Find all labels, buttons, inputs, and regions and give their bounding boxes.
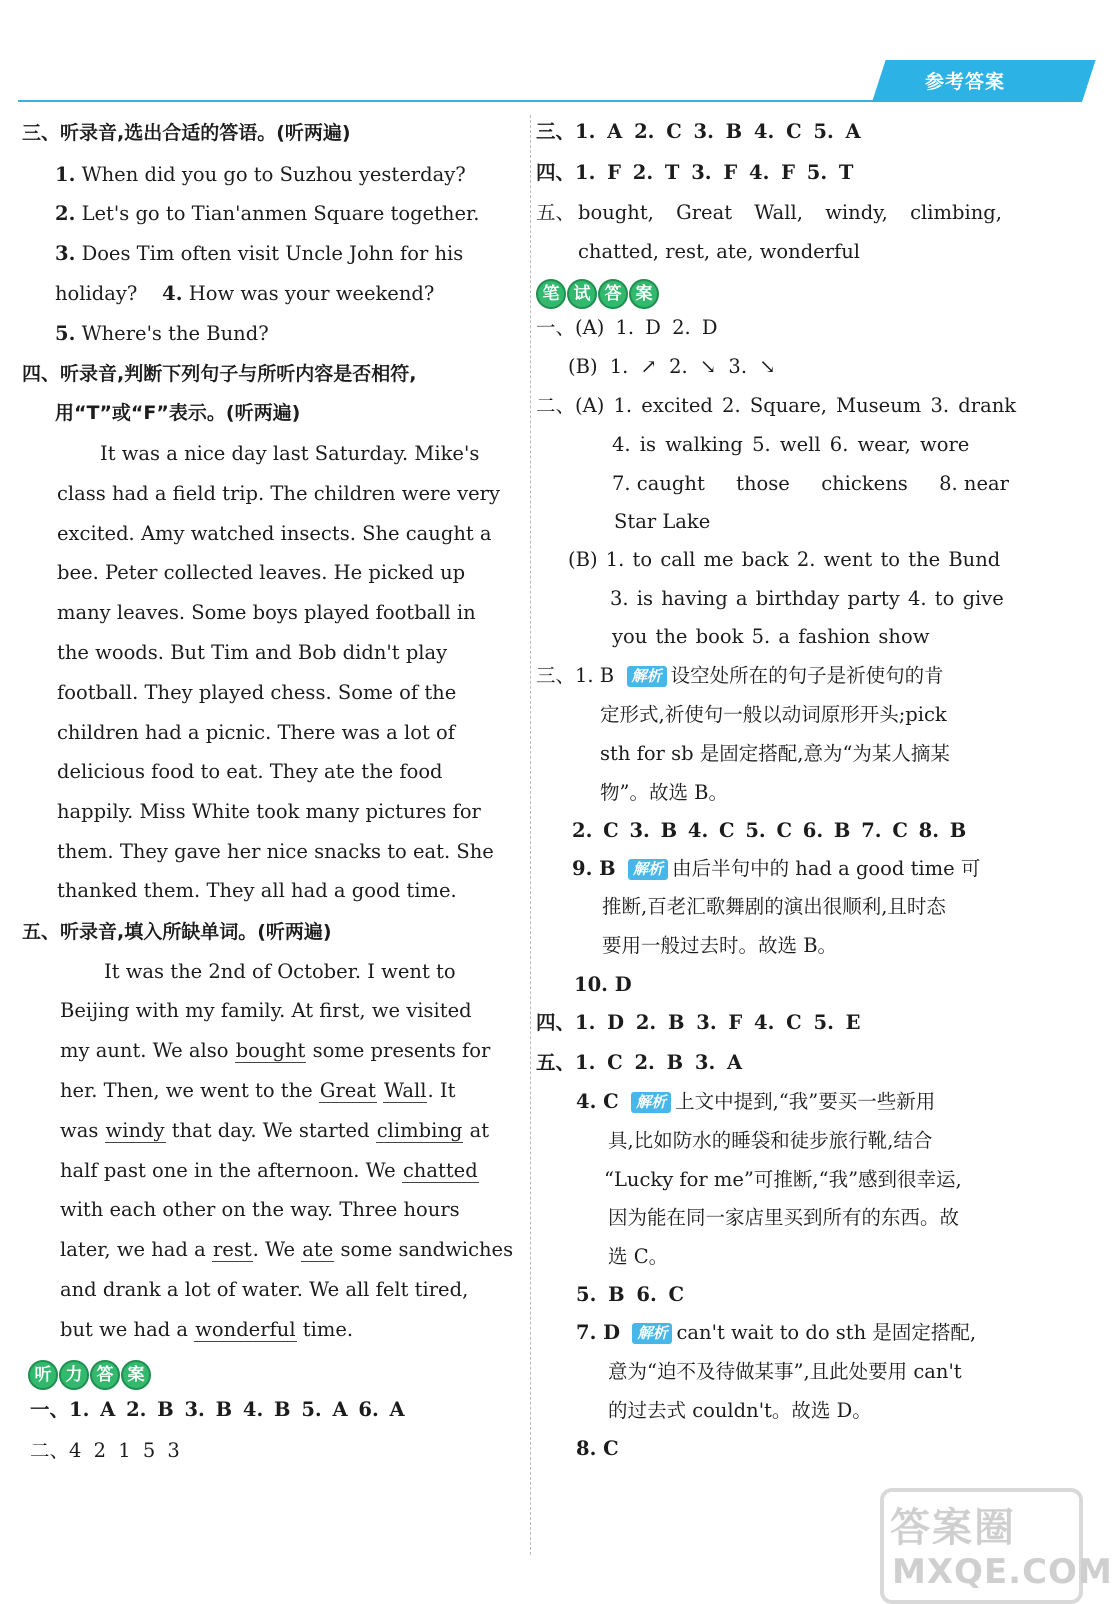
analysis-tag: 解析 xyxy=(627,666,667,687)
blank-wonderful: wonderful xyxy=(195,1318,296,1341)
written-5: 五、1. C 2. B 3. A xyxy=(536,1051,743,1074)
watermark-top-text: 答案圈 xyxy=(890,1505,1016,1551)
analysis-line: 选 C。 xyxy=(608,1245,669,1268)
s5-text: was xyxy=(60,1119,99,1142)
written-3-10: 10. D xyxy=(574,973,632,996)
header-rule xyxy=(18,100,898,102)
s5-text: . We xyxy=(252,1238,296,1261)
section-4-title-cont: 用“T”或“F”表示。(听两遍) xyxy=(55,402,301,424)
blank-ate: ate xyxy=(302,1238,334,1261)
analysis-line: 具,比如防水的睡袋和徒步旅行靴,结合 xyxy=(608,1129,933,1152)
section-4-title: 四、听录音,判断下列句子与所听内容是否相符, xyxy=(22,363,417,385)
analysis-line: 要用一般过去时。故选 B。 xyxy=(602,934,838,957)
s4-para-line: them. They gave her nice snacks to eat. She xyxy=(57,840,494,863)
analysis-line: 的过去式 couldn't。故选 D。 xyxy=(608,1399,872,1422)
s5-text: half past one in the afternoon. We xyxy=(60,1159,396,1182)
answer-word: 8. near xyxy=(939,472,1009,495)
written-5-7 xyxy=(576,1318,976,1348)
s4-para-line: thanked them. They all had a good time. xyxy=(57,879,457,902)
analysis-line: 因为能在同一家店里买到所有的东西。故 xyxy=(608,1206,960,1229)
written-5-4 xyxy=(576,1087,935,1117)
written-3-1 xyxy=(536,661,944,691)
analysis-line: 定形式,祈使句一般以动词原形开头;pick xyxy=(600,703,947,726)
listen-answer-5-label: 五、 xyxy=(536,201,576,224)
answer-text: 4. C xyxy=(576,1090,619,1113)
s5-text: my aunt. We also xyxy=(60,1039,229,1062)
heading-char: 答 xyxy=(598,279,628,309)
answer-word: windy, xyxy=(825,201,888,224)
s5-line xyxy=(60,1315,353,1345)
analysis-tag: 解析 xyxy=(632,1323,672,1344)
s3-q3-text: Does Tim often visit Uncle John for his xyxy=(81,242,464,265)
s5-line xyxy=(60,1076,455,1106)
written-3-2to8: 2. C 3. B 4. C 5. C 6. B 7. C 8. B xyxy=(572,819,967,842)
heading-char: 案 xyxy=(121,1360,151,1390)
s5-line xyxy=(60,1116,489,1146)
written-answers-heading xyxy=(536,279,659,313)
s3-q2-text: Let's go to Tian'anmen Square together. xyxy=(81,202,480,225)
header-banner-text: 参考答案 xyxy=(925,71,1006,93)
s4-para-line: the woods. But Tim and Bob didn't play xyxy=(57,641,448,664)
answer-word: 7. caught xyxy=(612,472,705,495)
written-2d: Star Lake xyxy=(614,510,711,533)
listen-answer-4: 四、1. F 2. T 3. F 4. F 5. T xyxy=(536,161,854,184)
listening-answers-heading xyxy=(28,1360,151,1394)
written-1a: 一、(A) 1. D 2. D xyxy=(536,316,718,339)
written-2e: (B) 1. to call me back 2. went to the Bund xyxy=(568,548,1001,571)
answer-text: 7. D xyxy=(576,1321,621,1344)
watermark-bottom-text: MXQE.COM xyxy=(892,1552,1113,1592)
analysis-tag: 解析 xyxy=(628,859,668,880)
analysis-tag: 解析 xyxy=(631,1092,671,1113)
s3-q3-q4: holiday? 4. How was your weekend? xyxy=(55,282,435,305)
s5-text: but we had a xyxy=(60,1318,188,1341)
heading-char: 力 xyxy=(59,1360,89,1390)
blank-bought: bought xyxy=(235,1039,306,1062)
s3-q2: 2. Let's go to Tian'anmen Square together. xyxy=(55,202,480,225)
s3-q3-text-cont: holiday? xyxy=(55,282,138,305)
analysis-text: 由后半句中的 had a good time 可 xyxy=(672,857,981,880)
answer-word: bought, xyxy=(578,201,654,224)
s4-para-line: It was a nice day last Saturday. Mike's xyxy=(100,442,480,465)
blank-climbing: climbing xyxy=(376,1119,463,1142)
answer-text: 三、1. B xyxy=(536,664,615,687)
answer-word: climbing, xyxy=(910,201,1002,224)
listening-answer-1: 一、1. A 2. B 3. B 4. B 5. A 6. A xyxy=(30,1398,405,1421)
s4-para-line: delicious food to eat. They ate the food xyxy=(57,760,443,783)
s5-line xyxy=(60,1235,513,1265)
s5-text: . It xyxy=(427,1079,456,1102)
listen-answer-5-line2: chatted, rest, ate, wonderful xyxy=(578,240,861,263)
analysis-line: “Lucky for me”可推断,“我”感到很幸运, xyxy=(604,1168,962,1191)
s5-text: later, we had a xyxy=(60,1238,206,1261)
blank-chatted: chatted xyxy=(402,1159,478,1182)
s5-line: and drank a lot of water. We all felt tired, xyxy=(60,1278,469,1301)
analysis-line: 意为“迫不及待做某事”,且此处要用 can't xyxy=(608,1360,962,1383)
section-5-title: 五、听录音,填入所缺单词。(听两遍) xyxy=(22,921,332,943)
s4-para-line: excited. Amy watched insects. She caught a xyxy=(57,522,492,545)
listen-answer-5-line1 xyxy=(578,198,1002,228)
column-divider xyxy=(530,115,531,1555)
heading-char: 案 xyxy=(629,279,659,309)
s5-line: with each other on the way. Three hours xyxy=(60,1198,460,1221)
s4-para-line: football. They played chess. Some of the xyxy=(57,681,457,704)
s4-para-line: bee. Peter collected leaves. He picked up xyxy=(57,561,466,584)
s3-q1-text: When did you go to Suzhou yesterday? xyxy=(81,163,466,186)
analysis-text: 设空处所在的句子是祈使句的肯 xyxy=(670,664,944,687)
written-5-5-6: 5. B 6. C xyxy=(576,1283,685,1306)
answer-word: chickens xyxy=(821,472,908,495)
heading-char: 试 xyxy=(567,279,597,309)
s5-line xyxy=(60,1156,479,1186)
s5-text: some sandwiches xyxy=(340,1238,514,1261)
s3-q3: 3. Does Tim often visit Uncle John for his xyxy=(55,242,464,265)
watermark-logo xyxy=(880,1488,1113,1604)
s5-text: at xyxy=(469,1119,490,1142)
heading-char: 笔 xyxy=(536,279,566,309)
heading-char: 听 xyxy=(28,1360,58,1390)
s3-q4-text: How was your weekend? xyxy=(188,282,435,305)
s5-line: Beijing with my family. At first, we visited xyxy=(60,999,472,1022)
s5-text: some presents for xyxy=(312,1039,491,1062)
written-2a: 二、(A) 1. excited 2. Square, Museum 3. drank xyxy=(536,394,1017,417)
s4-para-line: children had a picnic. There was a lot of xyxy=(57,721,455,744)
s5-text: time. xyxy=(302,1318,354,1341)
analysis-line: sth for sb 是固定搭配,意为“为某人摘某 xyxy=(600,742,950,765)
listening-answer-2: 二、4 2 1 5 3 xyxy=(30,1439,180,1462)
analysis-line: 推断,百老汇歌舞剧的演出很顺利,且时态 xyxy=(602,895,946,918)
s5-line xyxy=(60,1036,490,1066)
blank-windy: windy xyxy=(105,1119,165,1142)
s5-text: that day. We started xyxy=(171,1119,370,1142)
written-5-8: 8. C xyxy=(576,1437,619,1460)
answer-word: Great xyxy=(676,201,733,224)
heading-char: 答 xyxy=(90,1360,120,1390)
written-4: 四、1. D 2. B 3. F 4. C 5. E xyxy=(536,1011,861,1034)
s3-q1: 1. When did you go to Suzhou yesterday? xyxy=(55,163,466,186)
written-2c xyxy=(612,469,1009,499)
analysis-line: 物”。故选 B。 xyxy=(600,781,728,804)
s4-para-line: happily. Miss White took many pictures for xyxy=(57,800,481,823)
section-3-title: 三、听录音,选出合适的答语。(听两遍) xyxy=(22,122,351,144)
s3-q5-text: Where's the Bund? xyxy=(81,322,269,345)
analysis-text: can't wait to do sth 是固定搭配, xyxy=(676,1321,977,1344)
blank-rest: rest xyxy=(212,1238,252,1261)
analysis-text: 上文中提到,“我”要买一些新用 xyxy=(675,1090,936,1113)
written-3-9 xyxy=(572,854,980,884)
answer-text: 9. B xyxy=(572,857,616,880)
answer-word: Wall, xyxy=(754,201,803,224)
written-2f: 3. is having a birthday party 4. to give xyxy=(610,587,1004,610)
written-2g: you the book 5. a fashion show xyxy=(612,625,930,648)
written-2b: 4. is walking 5. well 6. wear, wore xyxy=(612,433,970,456)
listen-answer-3: 三、1. A 2. C 3. B 4. C 5. A xyxy=(536,120,861,143)
s3-q5: 5. Where's the Bund? xyxy=(55,322,269,345)
blank-wall: Wall xyxy=(384,1079,427,1102)
s4-para-line: class had a field trip. The children were very xyxy=(57,482,500,505)
blank-great: Great xyxy=(319,1079,376,1102)
s5-line: It was the 2nd of October. I went to xyxy=(104,960,456,983)
written-1b: (B) 1. ↗ 2. ↘ 3. ↘ xyxy=(568,355,776,378)
s4-para-line: many leaves. Some boys played football in xyxy=(57,601,476,624)
answer-word: those xyxy=(736,472,790,495)
s5-text: her. Then, we went to the xyxy=(60,1079,313,1102)
